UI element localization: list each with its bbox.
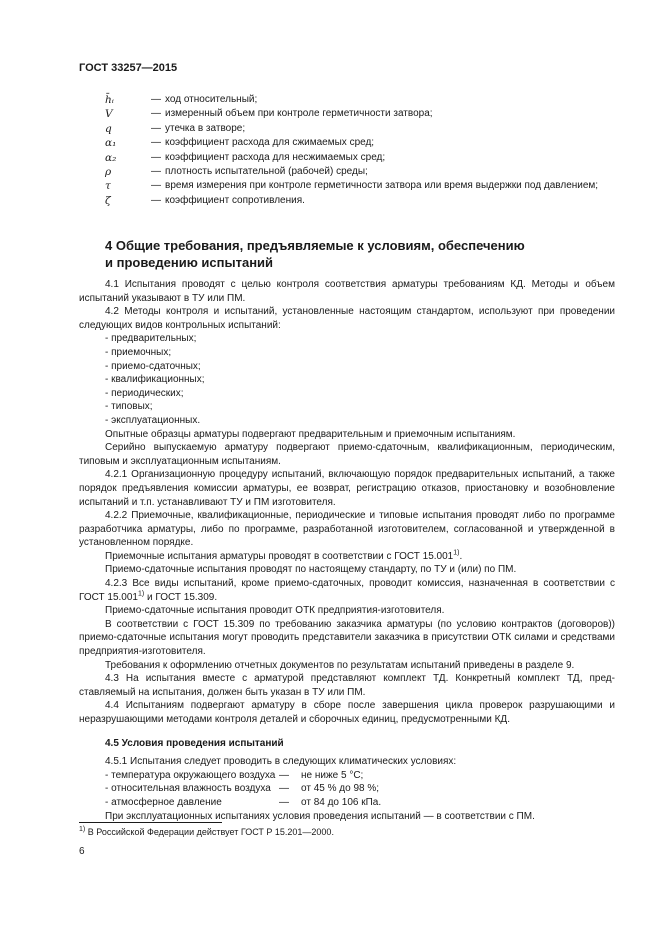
paragraph-acceptance: [79, 550, 615, 564]
paragraph-prototypes: Опытные образцы арматуры подвергают предварительным и приемочным испытаниям.: [105, 428, 516, 440]
legend-row: [105, 165, 615, 179]
legend-dash: —: [151, 94, 161, 105]
paragraph-text: и ГОСТ 15.309.: [144, 591, 218, 603]
paragraph-text: .: [459, 550, 463, 562]
legend-dash: —: [151, 137, 161, 149]
legend-dash: —: [151, 122, 161, 134]
condition-row: [105, 796, 615, 810]
footnote: [79, 827, 334, 837]
paragraph-4-2: 4.2 Методы контроля и испытаний, установленные настоящим стандартом, используют при проведении следующих видов контрольных испытаний:: [79, 306, 615, 331]
condition-dash: —: [279, 796, 289, 808]
paragraph-reports: Требования к оформлению отчетных документов по результатам испытаний приведены в разделе 9.: [105, 659, 575, 671]
test-type-item: - предварительных;: [105, 333, 197, 345]
paragraph-4-4: 4.4 Испытаниям подвергают арматуру в сборе после завершения цикла проверок разрушающими и неразрушающими методами контроля деталей и сборочных единиц, предусмотренными КД.: [79, 700, 615, 725]
test-type-item: - приемо-сдаточных;: [105, 360, 201, 372]
paragraph-4-2-1: 4.2.1 Организационную процедуру испытаний, включающую порядок предварительных испытаний, а также порядок предъявления комиссии арматуры, ее возврат, регистрацию отказов, приостановку и возобновление испытаний и т.п. устанавливают ТУ и ПМ изготовителя.: [79, 469, 615, 508]
legend-dash: —: [151, 108, 161, 120]
legend-symbol: ζ: [105, 194, 111, 207]
legend-dash: —: [151, 166, 161, 178]
paragraph-4-3: 4.3 На испытания вместе с арматурой представляют комплект ТД. Конкретный комплект ТД, представляемый на испытания, должен быть указан в ТУ или ПМ.: [79, 673, 615, 698]
footnote-mark: 1): [79, 826, 86, 833]
paragraph-exploitation: При эксплуатационных испытаниях условия проведения испытаний — в соответствии с ПМ.: [105, 810, 535, 822]
legend-symbol: τ: [105, 180, 111, 193]
legend-symbol: q: [105, 122, 112, 135]
legend-row: [105, 179, 615, 193]
legend-description: измеренный объем при контроле герметичности затвора;: [165, 108, 433, 120]
section-heading-line: 4 Общие требования, предъявляемые к условиям, обеспечению: [105, 238, 525, 253]
condition-name: - относительная влажность воздуха: [105, 783, 271, 795]
condition-name: - температура окружающего воздуха: [105, 769, 276, 781]
legend-symbol: α₂: [105, 151, 117, 164]
condition-row: [105, 769, 615, 783]
legend-row: [105, 107, 615, 121]
document-header: ГОСТ 33257—2015: [79, 62, 178, 74]
legend-row: [105, 136, 615, 150]
legend-symbol: h̄ᵢ: [105, 94, 114, 106]
legend-row: [105, 151, 615, 165]
paragraph-4-5-1: 4.5.1 Испытания следует проводить в следующих климатических условиях:: [105, 756, 457, 768]
condition-dash: —: [279, 769, 289, 781]
condition-value: от 84 до 106 кПа.: [301, 796, 382, 808]
legend-dash: —: [151, 151, 161, 163]
paragraph-text: 4.2.3 Все виды испытаний, кроме приемо-сдаточных, проводит комиссия, назначенная в соответствии с ГОСТ 15.001: [79, 578, 615, 603]
test-type-item: - эксплуатационных.: [105, 414, 201, 426]
paragraph-otk: Приемо-сдаточные испытания проводит ОТК предприятия-изготовителя.: [105, 605, 445, 617]
paragraph-15309: В соответствии с ГОСТ 15.309 по требованию заказчика арматуры (по условию контрактов (договоров)) приемо-сдаточные испытания могут проводить представители заказчика в присутствии ОТК силами и средствами предприятия-изготовителя.: [79, 618, 615, 658]
condition-row: [105, 782, 615, 796]
legend-dash: —: [151, 180, 161, 192]
legend-description: время измерения при контроле герметичности затвора или время выдержки под давлением;: [165, 180, 599, 192]
paragraph-text: Приемочные испытания арматуры проводят в соответствии с ГОСТ 15.001: [105, 550, 454, 562]
legend-description: ход относительный;: [165, 94, 258, 105]
legend-row: [105, 194, 615, 208]
section-body: [79, 278, 615, 823]
paragraph-4-2-2: 4.2.2 Приемочные, квалификационные, периодические и типовые испытания проводят либо по программе разработчика арматуры, либо по программе, разработанной изготовителем, согласованной и утвержденной в установленном порядке.: [79, 510, 615, 549]
condition-value: не ниже 5 °С;: [301, 769, 364, 781]
condition-value: от 45 % до 98 %;: [301, 783, 380, 795]
test-type-item: - периодических;: [105, 387, 184, 399]
condition-dash: —: [279, 783, 289, 795]
legend-description: коэффициент сопротивления.: [165, 194, 305, 206]
paragraph-4-2-3: [79, 577, 615, 604]
legend-symbol: α₁: [105, 137, 117, 150]
paragraph-4-1: 4.1 Испытания проводят с целью контроля соответствия арматуры требованиям КД. Методы и объем испытаний указывают в ТУ или ПМ.: [79, 279, 615, 304]
legend-symbol: V: [105, 108, 113, 121]
test-type-item: - типовых;: [105, 401, 153, 413]
paragraph-serial: Серийно выпускаемую арматуру подвергают приемо-сдаточным, квалификационным, периодическим, типовым и эксплуатационным испытаниям.: [79, 442, 615, 467]
paragraph-delivery: Приемо-сдаточные испытания проводят по настоящему стандарту, по ТУ и (или) по ПМ.: [105, 564, 517, 576]
legend-description: коэффициент расхода для несжимаемых сред;: [165, 151, 386, 163]
footnote-ref: 1): [138, 590, 145, 598]
legend-dash: —: [151, 194, 161, 206]
legend-symbol: ρ: [105, 166, 112, 179]
page-number: 6: [79, 846, 85, 857]
legend-description: коэффициент расхода для сжимаемых сред;: [165, 137, 375, 149]
section-heading-line: и проведению испытаний: [105, 255, 274, 270]
footnote-text: В Российской Федерации действует ГОСТ Р 15.201—2000.: [85, 827, 334, 837]
symbol-legend: [105, 93, 615, 208]
test-type-item: - приемочных;: [105, 346, 172, 358]
footnote-divider: [79, 822, 222, 823]
subsection-heading: 4.5 Условия проведения испытаний: [105, 737, 284, 749]
legend-row: [105, 93, 615, 107]
legend-description: плотность испытательной (рабочей) среды;: [165, 166, 368, 178]
condition-name: - атмосферное давление: [105, 796, 222, 808]
footnote-ref: 1): [453, 549, 460, 557]
test-type-item: - квалификационных;: [105, 374, 205, 386]
legend-description: утечка в затворе;: [165, 122, 246, 134]
section-heading: [105, 237, 565, 271]
legend-row: [105, 122, 615, 136]
